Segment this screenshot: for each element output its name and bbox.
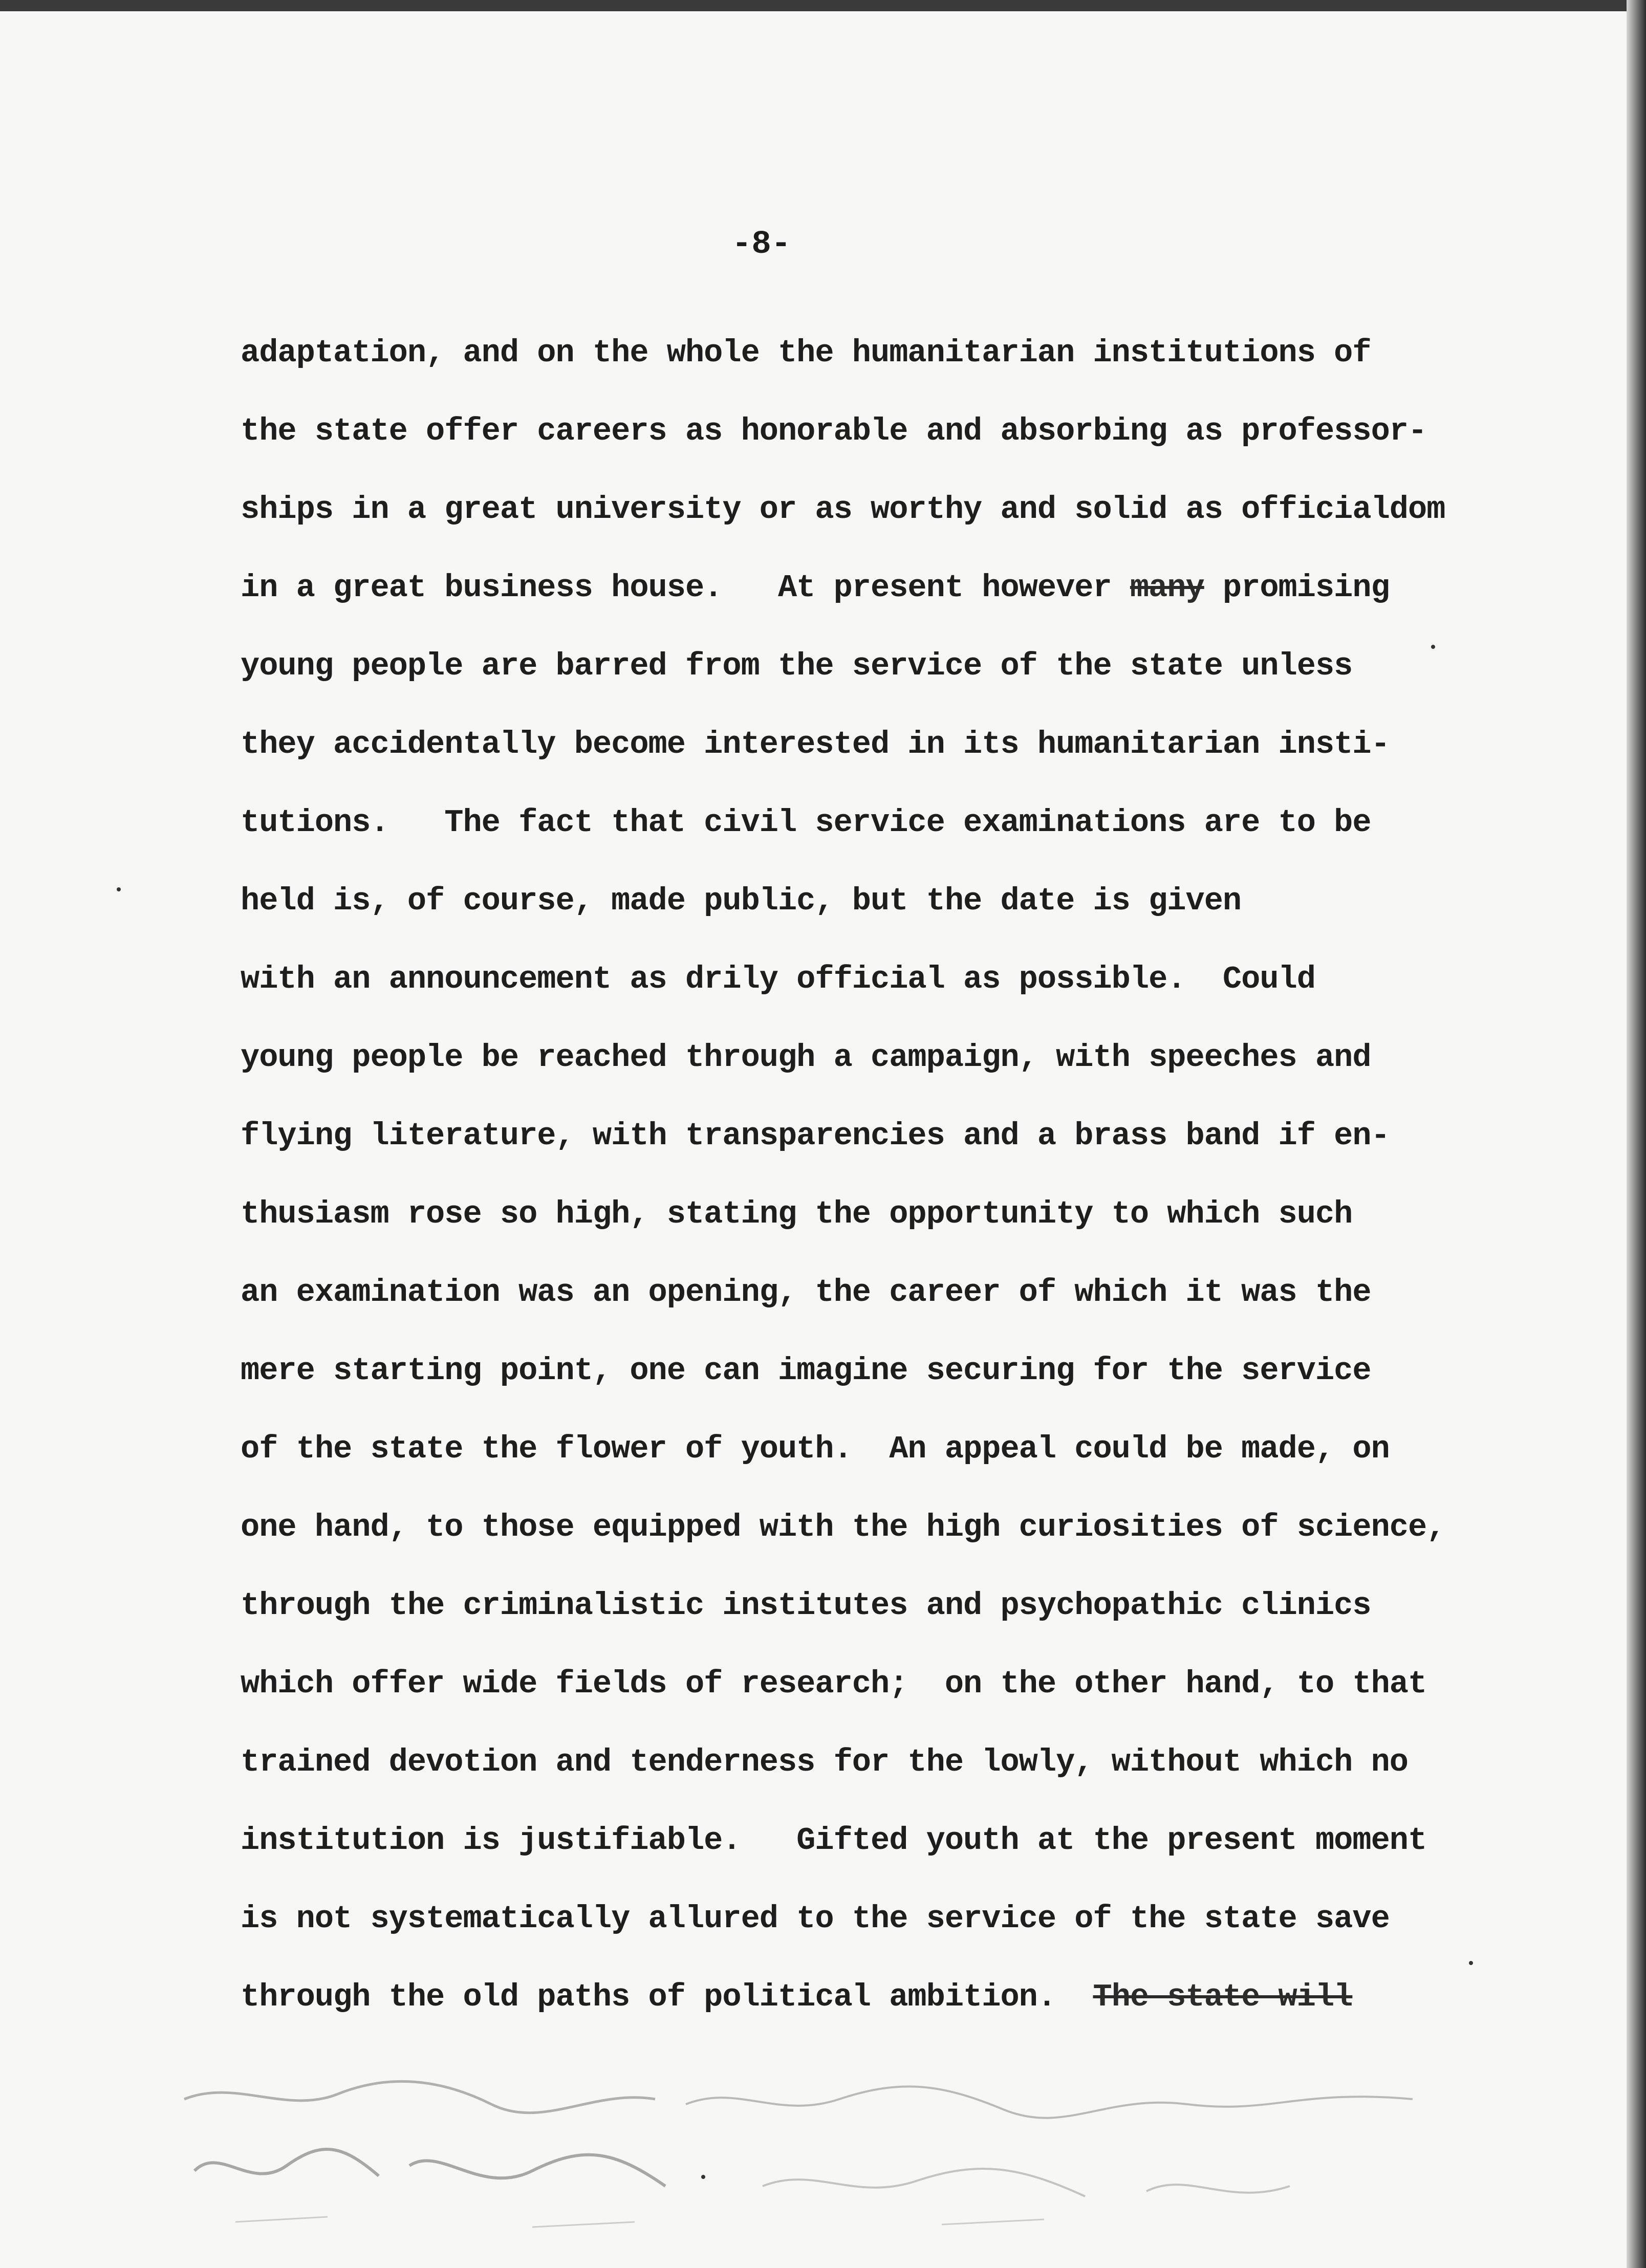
page-number: -8-	[732, 226, 791, 263]
text-line: held is, of course, made public, but the date is given	[241, 883, 1242, 919]
text-line: through the old paths of political ambition. The state will	[241, 1979, 1353, 2015]
struck-phrase: The state will	[1093, 1979, 1353, 2015]
struck-word: many	[1130, 570, 1204, 606]
paper-speck	[117, 887, 121, 891]
bleed-through-handwriting	[174, 2068, 1454, 2237]
text-line: of the state the flower of youth. An appeal could be made, on	[241, 1431, 1390, 1467]
text-line: flying literature, with transparencies and a brass band if en-	[241, 1118, 1390, 1154]
text-line: institution is justifiable. Gifted youth at the present moment	[241, 1822, 1427, 1859]
text-line: which offer wide fields of research; on the other hand, to that	[241, 1666, 1427, 1702]
paper-speck	[1431, 645, 1435, 649]
text-line: thusiasm rose so high, stating the opportunity to which such	[241, 1196, 1353, 1232]
text-line: young people are barred from the service of the state unless	[241, 648, 1353, 684]
paper-speck	[1469, 1961, 1473, 1965]
text-line: tutions. The fact that civil service examinations are to be	[241, 804, 1371, 841]
text-line: is not systematically allured to the service of the state save	[241, 1901, 1390, 1937]
text-line: trained devotion and tenderness for the lowly, without which no	[241, 1744, 1408, 1780]
text-line: an examination was an opening, the career of which it was the	[241, 1274, 1371, 1311]
body-text	[241, 335, 1571, 2057]
text-line: the state offer careers as honorable and absorbing as professor-	[241, 413, 1427, 449]
text-line: they accidentally become interested in its humanitarian insti-	[241, 726, 1390, 762]
text-line: through the criminalistic institutes and psychopathic clinics	[241, 1587, 1371, 1624]
text-line: ships in a great university or as worthy and solid as officialdom	[241, 491, 1445, 528]
text-line: one hand, to those equipped with the high curiosities of science,	[241, 1509, 1445, 1545]
text-line: with an announcement as drily official as possible. Could	[241, 961, 1315, 997]
text-line: mere starting point, one can imagine securing for the service	[241, 1353, 1371, 1389]
paper-speck	[701, 2175, 705, 2179]
scan-edge	[1627, 0, 1646, 2268]
text-line: young people be reached through a campaign, with speeches and	[241, 1039, 1371, 1076]
text-line: adaptation, and on the whole the humanitarian institutions of	[241, 335, 1371, 371]
text-line: in a great business house. At present however many promising	[241, 570, 1390, 606]
